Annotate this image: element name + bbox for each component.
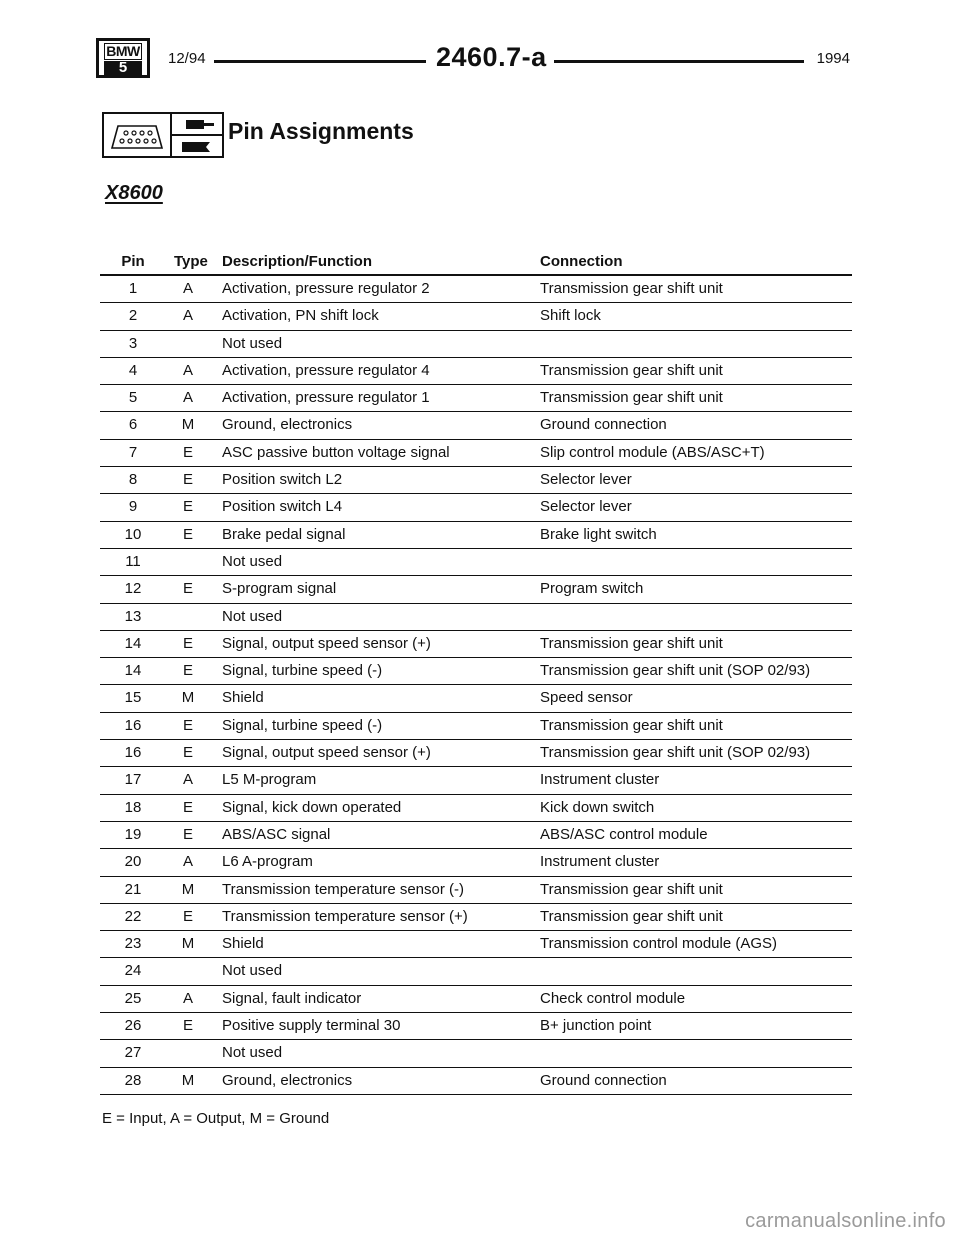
connection-cell: Shift lock (540, 307, 601, 325)
header-year: 1994 (816, 50, 850, 67)
logo-brand: BMW (104, 43, 142, 60)
pin-cell: 11 (125, 552, 141, 570)
type-cell: A (182, 989, 193, 1007)
page-header (96, 38, 850, 82)
watermark: carmanualsonline.info (745, 1210, 946, 1232)
description-cell: Signal, output speed sensor (+) (222, 744, 431, 762)
description-cell: Not used (222, 607, 283, 625)
pin-cell: 26 (124, 1017, 142, 1035)
table-row (100, 331, 852, 358)
table-row (100, 795, 852, 822)
table-row (100, 604, 852, 631)
table-row (100, 631, 852, 658)
type-cell: E (182, 716, 193, 734)
table-row (100, 549, 852, 576)
type-cell: M (181, 416, 195, 434)
description-cell: L6 A-program (222, 853, 313, 871)
pin-cell: 9 (128, 498, 138, 516)
table-row (100, 1040, 852, 1067)
table-row (100, 713, 852, 740)
pin-cell: 4 (128, 361, 138, 379)
connection-cell: Transmission gear shift unit (540, 361, 723, 379)
type-cell: E (182, 471, 193, 489)
pin-cell: 19 (124, 825, 142, 843)
connection-cell: Transmission gear shift unit (SOP 02/93) (540, 744, 811, 762)
table-row (100, 412, 852, 439)
table-row (100, 358, 852, 385)
connection-cell: Transmission gear shift unit (540, 280, 723, 297)
table-row (100, 822, 852, 849)
description-cell: Transmission temperature sensor (+) (222, 907, 468, 925)
connection-cell: Transmission gear shift unit (540, 634, 723, 652)
table-header (100, 248, 852, 276)
connection-cell: Program switch (540, 580, 644, 598)
description-cell: Shield (222, 689, 264, 707)
type-cell: E (182, 634, 193, 652)
type-cell: M (181, 1071, 195, 1089)
description-cell: Activation, pressure regulator 4 (222, 361, 430, 379)
connection-cell: Ground connection (540, 416, 667, 434)
type-cell: E (182, 1017, 193, 1035)
connection-cell: Instrument cluster (540, 853, 660, 871)
type-cell: E (182, 580, 193, 598)
description-cell: Transmission temperature sensor (-) (222, 880, 465, 898)
header-rule-right (554, 60, 804, 63)
pin-cell: 16 (124, 716, 142, 734)
pin-cell: 3 (128, 334, 138, 352)
connection-cell: Selector lever (540, 498, 632, 516)
pin-cell: 14 (124, 634, 142, 652)
description-cell: S-program signal (222, 580, 337, 598)
type-cell: E (182, 825, 193, 843)
column-header-connection: Connection (540, 253, 623, 270)
description-cell: Brake pedal signal (222, 525, 346, 543)
pin-cell: 23 (124, 935, 142, 953)
pin-cell: 24 (124, 962, 142, 980)
description-cell: Ground, electronics (222, 1071, 353, 1089)
table-row (100, 685, 852, 712)
type-cell: A (182, 307, 193, 325)
pin-cell: 13 (124, 607, 142, 625)
connector-id: X8600 (105, 182, 163, 204)
description-cell: Not used (222, 962, 283, 980)
table-row (100, 522, 852, 549)
page-title: Pin Assignments (228, 118, 414, 144)
table-row (100, 494, 852, 521)
table-row (100, 904, 852, 931)
connection-cell: Transmission gear shift unit (540, 389, 723, 407)
description-cell: Not used (222, 1044, 283, 1062)
connection-cell: Slip control module (ABS/ASC+T) (540, 443, 765, 461)
type-cell: E (182, 798, 193, 816)
connection-cell: Instrument cluster (540, 771, 660, 789)
connection-cell: Check control module (540, 989, 686, 1007)
document-code: 2460.7-a (436, 42, 547, 72)
table-row (100, 385, 852, 412)
description-cell: Activation, PN shift lock (222, 307, 379, 325)
pin-cell: 18 (124, 798, 142, 816)
type-cell: E (182, 744, 193, 762)
connection-cell: Transmission gear shift unit (540, 880, 723, 898)
pin-cell: 6 (128, 416, 138, 434)
type-cell: E (182, 907, 193, 925)
table-row (100, 740, 852, 767)
connection-cell: Kick down switch (540, 798, 655, 816)
logo-series: 5 (104, 61, 142, 75)
description-cell: Signal, fault indicator (222, 989, 362, 1007)
header-date: 12/94 (168, 50, 206, 67)
type-cell: E (182, 498, 193, 516)
connection-cell: Transmission gear shift unit (SOP 02/93) (540, 662, 811, 680)
type-cell: A (182, 361, 193, 379)
description-cell: Position switch L2 (222, 471, 343, 489)
pin-cell: 17 (124, 771, 142, 789)
pin-cell: 1 (128, 280, 138, 297)
pin-cell: 22 (124, 907, 142, 925)
header-rule-left (214, 60, 426, 63)
type-legend: E = Input, A = Output, M = Ground (102, 1110, 330, 1127)
type-cell: M (181, 935, 195, 953)
pin-cell: 25 (124, 989, 142, 1007)
description-cell: Activation, pressure regulator 2 (222, 280, 430, 297)
pin-cell: 2 (128, 307, 138, 325)
pin-cell: 15 (124, 689, 142, 707)
table-row (100, 1068, 852, 1095)
description-cell: Position switch L4 (222, 498, 343, 516)
connection-cell: Speed sensor (540, 689, 633, 707)
table-row (100, 931, 852, 958)
type-cell: M (181, 880, 195, 898)
table-row (100, 986, 852, 1013)
description-cell: ASC passive button voltage signal (222, 443, 450, 461)
connection-cell: Transmission control module (AGS) (540, 935, 778, 953)
pin-cell: 16 (124, 744, 142, 762)
description-cell: Not used (222, 552, 283, 570)
description-cell: Shield (222, 935, 264, 953)
pin-cell: 27 (124, 1044, 142, 1062)
table-row (100, 767, 852, 794)
table-row (100, 877, 852, 904)
column-header-type: Type (174, 253, 208, 270)
table-row (100, 658, 852, 685)
description-cell: Positive supply terminal 30 (222, 1017, 401, 1035)
table-row (100, 849, 852, 876)
type-cell: A (182, 389, 193, 407)
connection-cell: ABS/ASC control module (540, 825, 708, 843)
table-row (100, 440, 852, 467)
pin-cell: 21 (124, 880, 142, 898)
connection-cell: Brake light switch (540, 525, 657, 543)
pin-assignment-table (100, 248, 852, 1095)
connection-cell: Transmission gear shift unit (540, 907, 723, 925)
connection-cell: Ground connection (540, 1071, 667, 1089)
pin-cell: 14 (124, 662, 142, 680)
table-row (100, 958, 852, 985)
description-cell: Signal, turbine speed (-) (222, 716, 383, 734)
connector-icon (106, 116, 168, 156)
type-cell: A (182, 771, 193, 789)
column-header-description: Description/Function (222, 253, 372, 270)
column-header-pin: Pin (121, 253, 145, 270)
description-cell: Ground, electronics (222, 416, 353, 434)
type-cell: A (182, 280, 193, 297)
description-cell: Activation, pressure regulator 1 (222, 389, 430, 407)
description-cell: Signal, output speed sensor (+) (222, 634, 431, 652)
description-cell: Not used (222, 334, 283, 352)
type-cell: E (182, 525, 193, 543)
connection-cell: B+ junction point (540, 1017, 652, 1035)
description-cell: L5 M-program (222, 771, 317, 789)
description-cell: Signal, kick down operated (222, 798, 402, 816)
pin-cell: 5 (128, 389, 138, 407)
pin-cell: 10 (124, 525, 142, 543)
type-cell: E (182, 443, 193, 461)
description-cell: Signal, turbine speed (-) (222, 662, 383, 680)
pin-cell: 12 (124, 580, 142, 598)
table-row (100, 276, 852, 303)
pin-cell: 28 (124, 1071, 142, 1089)
connection-cell: Transmission gear shift unit (540, 716, 723, 734)
table-row (100, 576, 852, 603)
description-cell: ABS/ASC signal (222, 825, 331, 843)
table-row (100, 303, 852, 330)
table-row (100, 467, 852, 494)
plug-icon (172, 116, 222, 134)
pin-cell: 8 (128, 471, 138, 489)
type-cell: A (182, 853, 193, 871)
pin-cell: 7 (128, 443, 138, 461)
connection-cell: Selector lever (540, 471, 632, 489)
pin-cell: 20 (124, 853, 142, 871)
bmw-5-series-logo (96, 38, 150, 78)
connector-diagram-box (102, 112, 224, 158)
type-cell: M (181, 689, 195, 707)
table-row (100, 1013, 852, 1040)
socket-icon (172, 136, 222, 156)
table-body (100, 276, 852, 1095)
type-cell: E (182, 662, 193, 680)
